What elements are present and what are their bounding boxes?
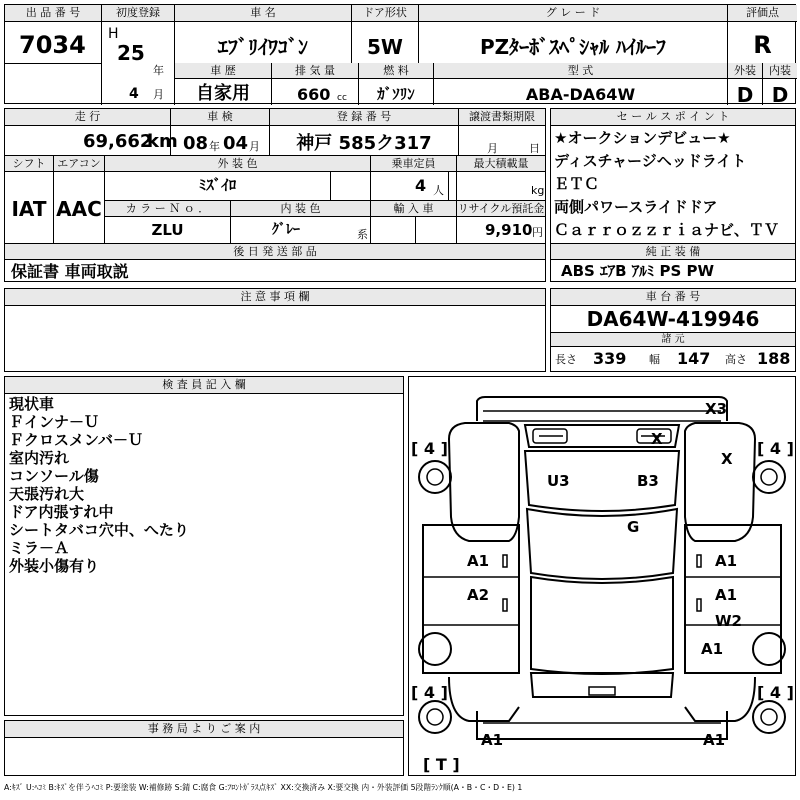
score: R	[753, 31, 772, 59]
ac-label: エアコン	[54, 156, 104, 172]
inspector-note: Ｆクロスメンバ－Ｕ	[9, 431, 143, 449]
displacement: 660	[297, 85, 331, 104]
mark-quarter-right: A1	[701, 640, 724, 658]
lot-no-label: 出 品 番 号	[5, 5, 101, 22]
mark-rear-door-right: W2	[715, 612, 742, 630]
recycle-label: リサイクル預託金	[457, 202, 545, 215]
ac: AAC	[56, 197, 102, 221]
shift: IAT	[11, 197, 47, 221]
inspector-note: 室内汚れ	[9, 449, 70, 467]
mark-roof: G	[627, 518, 640, 536]
model: ABA-DA64W	[525, 85, 636, 104]
chassis-label: 車 台 番 号	[551, 289, 795, 306]
insp-year-unit: 年	[209, 140, 220, 153]
length: 339	[593, 349, 627, 368]
sales-points-label: セ ー ル ス ポ イ ン ト	[551, 109, 795, 126]
shift-label: シフト	[5, 156, 53, 172]
sales-point-line: ディスチャージヘッドライト	[554, 152, 747, 170]
displacement-unit: cc	[337, 93, 347, 103]
transfer-day: 日	[529, 142, 540, 155]
length-label: 長さ	[555, 353, 577, 366]
inspector-note: Ｆインナ－Ｕ	[9, 413, 100, 431]
model-label: 型 式	[434, 63, 727, 79]
transfer-label: 譲渡書類期限	[459, 109, 545, 126]
era: H	[108, 26, 119, 42]
int-color: ｸﾞﾚｰ	[272, 222, 300, 238]
color: ﾐｽﾞｲﾛ	[198, 176, 237, 194]
color-no: ZLU	[151, 221, 184, 239]
interior-grade: D	[771, 83, 789, 107]
inspector-note: 外装小傷有り	[9, 557, 100, 575]
fuel: ｶﾞｿﾘﾝ	[377, 85, 415, 103]
first-reg-label: 初度登録	[102, 5, 174, 22]
inspector-box	[4, 376, 404, 716]
reg-no-label: 登 録 番 号	[270, 109, 458, 126]
import-label: 輸 入 車	[371, 201, 456, 217]
reg-month: 4	[129, 86, 139, 102]
recycle-unit: 円	[532, 226, 543, 239]
grade-label: グ レ ー ド	[419, 5, 727, 22]
height-label: 高さ	[725, 353, 747, 366]
capacity: 4	[415, 176, 427, 195]
equipment-label: 純 正 装 備	[551, 244, 795, 260]
int-color-label: 内 装 色	[231, 201, 370, 217]
car-outline	[409, 377, 795, 775]
mark-rear-left: A1	[481, 731, 504, 749]
office-label: 事 務 局 よ り ご 案 内	[5, 721, 403, 738]
grade: PZﾀｰﾎﾞｽﾍﾟｼｬﾙ ﾊｲﾙｰﾌ	[479, 35, 667, 59]
mark-bumper-front: X3	[705, 400, 728, 418]
max-load-unit: kg	[531, 184, 545, 197]
reg-month-unit: 月	[153, 88, 164, 101]
caution-box	[4, 288, 546, 372]
mark-rear-door-left: A2	[467, 586, 490, 604]
insp-month: 04	[223, 133, 249, 154]
color-label: 外 装 色	[105, 156, 370, 172]
insp-month-unit: 月	[249, 140, 260, 153]
mark-rear-right: A1	[703, 731, 726, 749]
max-load-label: 最大積載量	[457, 156, 545, 172]
mark-windshield: X	[651, 430, 663, 448]
reg-year-unit: 年	[153, 64, 164, 77]
history-label: 車 歴	[175, 63, 271, 79]
office-box	[4, 720, 404, 776]
equipment: ABS ｴｱB ｱﾙﾐ PS PW	[561, 262, 715, 280]
exterior-label: 外装	[728, 63, 762, 79]
inspection-label: 車 検	[171, 109, 269, 126]
specs-label: 諸 元	[551, 333, 795, 347]
spec-grid	[4, 108, 546, 282]
color-no-label: カ ラ ー Ｎ ｏ ．	[105, 201, 230, 217]
sales-point-line: ★オークションデビュー★	[554, 129, 731, 147]
mark-front-door-right: A1	[715, 552, 738, 570]
header-grid	[4, 4, 796, 107]
inspector-note: 現状車	[9, 395, 55, 413]
capacity-label: 乗車定員	[371, 156, 456, 172]
exterior-grade: D	[736, 83, 754, 107]
capacity-unit: 人	[433, 184, 444, 197]
later-parts-label: 後 日 発 送 部 品	[5, 244, 545, 260]
mileage-unit: km	[147, 131, 178, 152]
height: 188	[757, 349, 791, 368]
caution-label: 注 意 事 項 欄	[5, 289, 545, 306]
chassis-no: DA64W-419946	[586, 307, 760, 331]
recycle: 9,910	[485, 221, 533, 239]
mark-front-door-left: A1	[467, 552, 490, 570]
reg-no: 神戸 585ク317	[296, 133, 432, 154]
door-label: ドア形状	[352, 5, 418, 22]
displacement-label: 排 気 量	[272, 63, 358, 79]
name-label: 車 名	[175, 5, 351, 22]
inspector-note: シートタバコ穴中、へたり	[9, 521, 189, 539]
insp-year: 08	[183, 133, 209, 154]
tire-front-left: [ 4 ]	[411, 439, 448, 458]
tire-rear-right: [ 4 ]	[757, 683, 794, 702]
later-parts: 保証書 車両取説	[11, 262, 129, 281]
sales-point-line: Ｃａｒｒｏｚｚｒｉａナビ、ＴＶ	[554, 221, 779, 239]
score-label: 評価点	[728, 5, 797, 22]
mark-rear-door-right-top: A1	[715, 586, 738, 604]
inspector-note: ドア内張すれ中	[9, 503, 114, 521]
mark-fender-right: X	[721, 450, 733, 468]
sales-point-line: ＥＴＣ	[554, 175, 600, 193]
mark-hood-right: B3	[637, 472, 659, 490]
legend: A:ｷｽﾞ U:ﾍｺﾐ B:ｷｽﾞを伴うﾍｺﾐ P:要塗装 W:補修跡 S:錆 C:腐食 G:ﾌﾛﾝﾄｶﾞﾗｽ点ｷｽﾞ XX:交換済み X:要交換 内・外装評価 5段階ﾗﾝｸ順(A・B・C・D・E) 1	[4, 783, 523, 792]
interior-label: 内装	[763, 63, 797, 79]
mileage-label: 走 行	[5, 109, 170, 126]
fuel-label: 燃 料	[359, 63, 433, 79]
door-type: 5W	[367, 35, 403, 59]
tire-front-right: [ 4 ]	[757, 439, 794, 458]
spare-tire: [ T ]	[423, 755, 460, 774]
inspector-note: コンソール傷	[9, 467, 99, 485]
car-diagram	[408, 376, 796, 776]
mileage: 69,662	[83, 131, 153, 152]
inspector-note: ミラ－Ａ	[9, 539, 70, 557]
history: 自家用	[196, 83, 250, 104]
transfer-month: 月	[487, 142, 498, 155]
lot-no: 7034	[19, 31, 86, 59]
width-label: 幅	[649, 353, 660, 366]
tire-rear-left: [ 4 ]	[411, 683, 448, 702]
chassis-box	[550, 288, 796, 372]
int-color-unit: 系	[357, 228, 368, 241]
inspector-label: 検 査 員 記 入 欄	[5, 377, 403, 394]
car-name: ｴﾌﾞﾘｲﾜｺﾞﾝ	[218, 35, 308, 59]
sales-points-box	[550, 108, 796, 282]
mark-hood-left: U3	[547, 472, 570, 490]
inspector-note: 天張汚れ大	[9, 485, 85, 503]
sales-point-line: 両側パワースライドドア	[554, 198, 718, 216]
width: 147	[677, 349, 711, 368]
reg-year: 25	[117, 41, 145, 65]
